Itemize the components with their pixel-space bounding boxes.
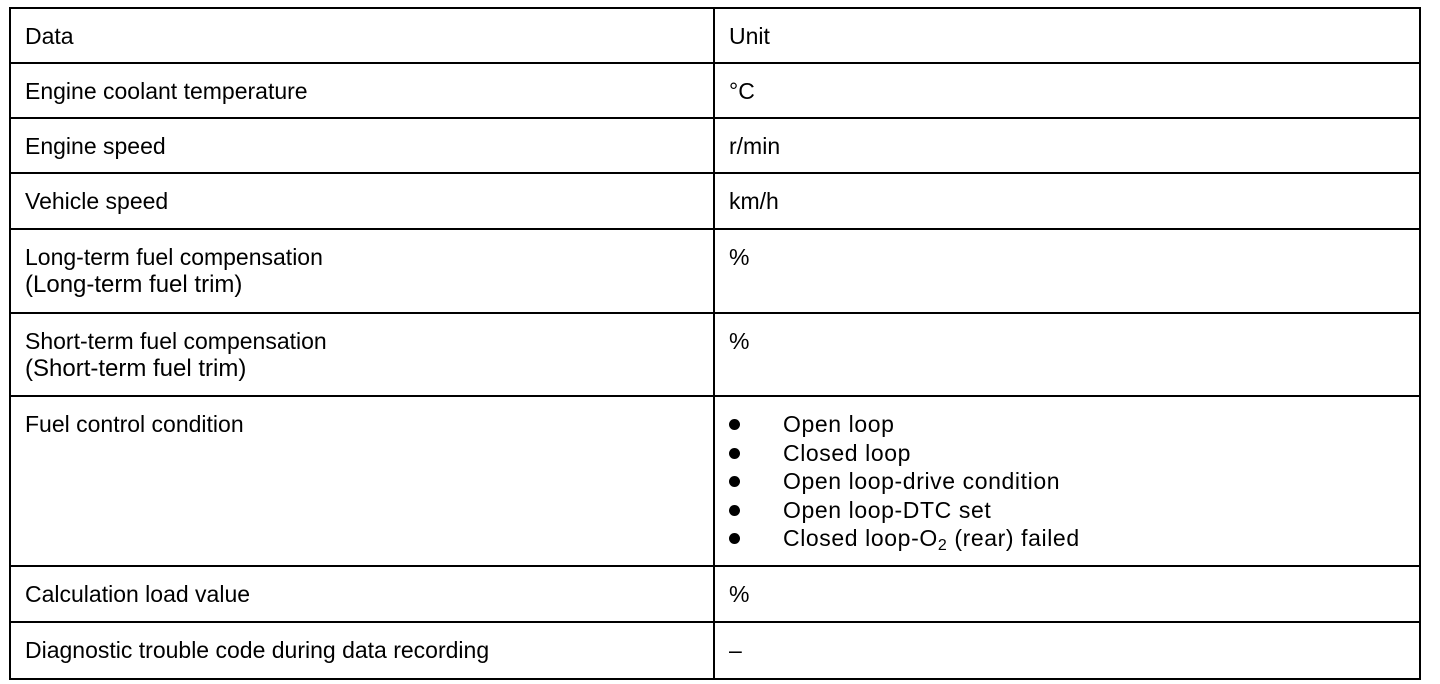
table-row bbox=[10, 622, 1420, 679]
option-label-suffix: (rear) failed bbox=[947, 525, 1080, 551]
row-data: Short-term fuel compensation bbox=[25, 328, 327, 354]
bullet-icon bbox=[729, 505, 740, 516]
option-label-subscript: 2 bbox=[937, 537, 948, 554]
fuel-control-options bbox=[729, 410, 1405, 553]
table-row bbox=[10, 313, 1420, 396]
row-unit: % bbox=[714, 313, 1420, 396]
list-item bbox=[729, 439, 1405, 468]
list-item bbox=[729, 524, 1405, 553]
row-data: Vehicle speed bbox=[10, 173, 714, 229]
row-data-cell bbox=[10, 313, 714, 396]
bullet-icon bbox=[729, 419, 740, 430]
header-unit: Unit bbox=[714, 8, 1420, 63]
option-label: Closed loop bbox=[783, 439, 912, 466]
row-data-alias: (Short-term fuel trim) bbox=[25, 355, 247, 382]
list-item bbox=[729, 467, 1405, 496]
row-data: Long-term fuel compensation bbox=[25, 244, 323, 270]
table-row bbox=[10, 396, 1420, 566]
option-label: Open loop-DTC set bbox=[783, 496, 992, 523]
list-item bbox=[729, 410, 1405, 439]
header-data: Data bbox=[10, 8, 714, 63]
row-unit: °C bbox=[714, 63, 1420, 118]
list-item bbox=[729, 496, 1405, 525]
row-unit: – bbox=[714, 622, 1420, 679]
row-data: Calculation load value bbox=[10, 566, 714, 622]
row-data: Engine speed bbox=[10, 118, 714, 173]
option-label: Open loop bbox=[783, 411, 895, 437]
bullet-icon bbox=[729, 476, 740, 487]
row-data: Engine coolant temperature bbox=[10, 63, 714, 118]
data-table-container bbox=[9, 7, 1419, 680]
bullet-icon bbox=[729, 448, 740, 459]
table-row bbox=[10, 118, 1420, 173]
bullet-icon bbox=[729, 533, 740, 544]
row-unit: km/h bbox=[714, 173, 1420, 229]
option-label: Open loop-drive condition bbox=[783, 468, 1061, 494]
row-unit: % bbox=[714, 566, 1420, 622]
table-row bbox=[10, 63, 1420, 118]
table-row bbox=[10, 173, 1420, 229]
row-data: Fuel control condition bbox=[10, 396, 714, 566]
option-label-prefix: Closed loop-O bbox=[783, 525, 938, 551]
data-unit-table bbox=[9, 7, 1421, 680]
row-data-alias: (Long-term fuel trim) bbox=[25, 271, 243, 298]
row-data: Diagnostic trouble code during data recording bbox=[10, 622, 714, 679]
row-unit-options bbox=[714, 396, 1420, 566]
table-header-row bbox=[10, 8, 1420, 63]
row-data-cell bbox=[10, 229, 714, 313]
row-unit: % bbox=[714, 229, 1420, 313]
table-row bbox=[10, 229, 1420, 313]
row-unit: r/min bbox=[714, 118, 1420, 173]
table-row bbox=[10, 566, 1420, 622]
